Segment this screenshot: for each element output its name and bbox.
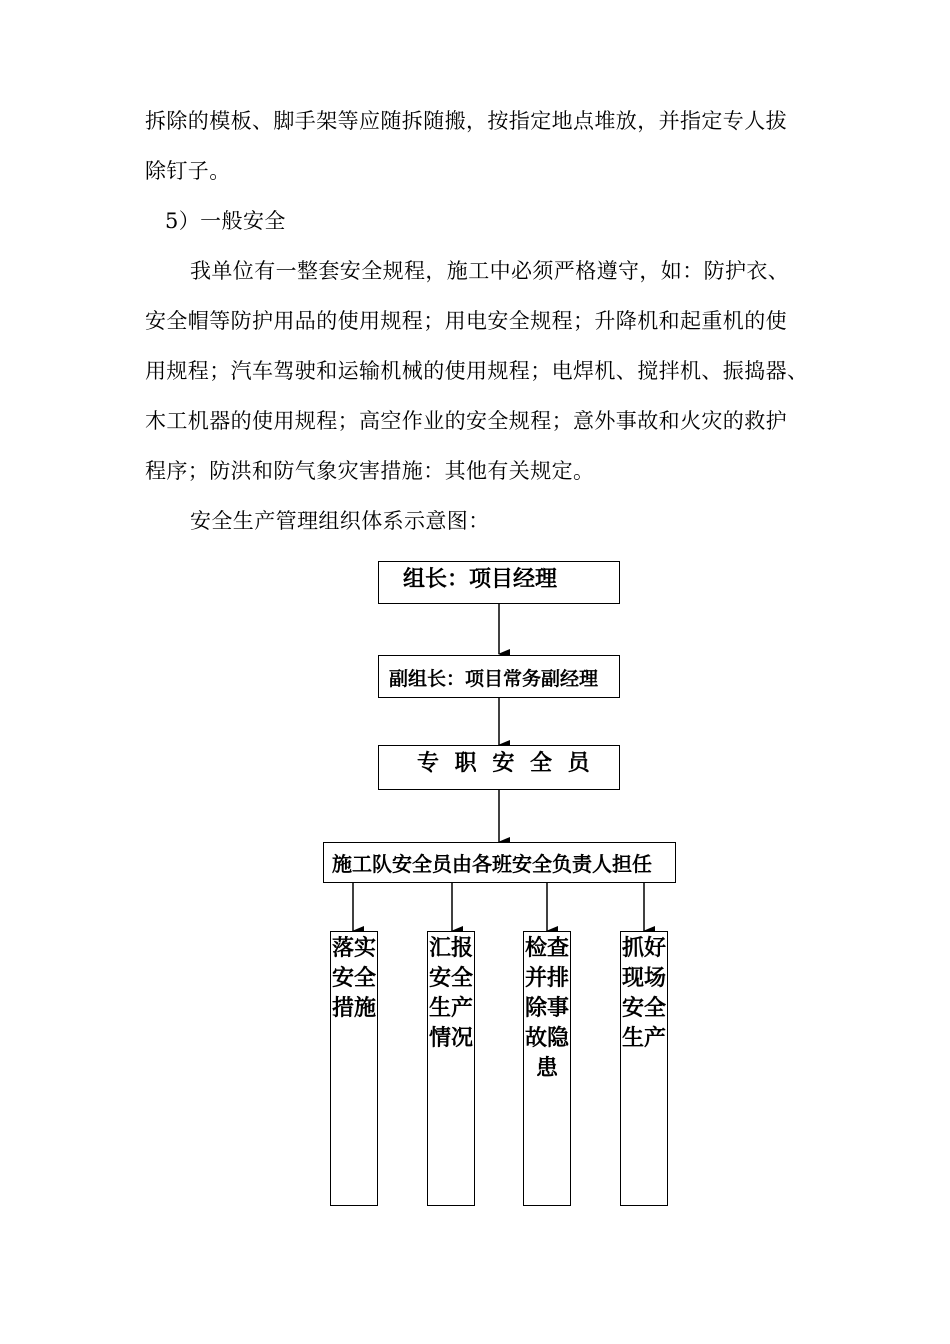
org-box-duty-2	[427, 931, 475, 1206]
org-box-duty-3-label: 检查并排除事故隐患	[524, 935, 569, 1081]
paragraph-line: 用规程；汽车驾驶和运输机械的使用规程；电焊机、搅拌机、振捣器、	[145, 359, 809, 383]
paragraph-line: 我单位有一整套安全规程，施工中必须严格遵守，如：防护衣、	[190, 259, 790, 283]
paragraph-line: 木工机器的使用规程；高空作业的安全规程；意外事故和火灾的救护	[145, 409, 787, 433]
paragraph-line: 拆除的模板、脚手架等应随拆随搬，按指定地点堆放，并指定专人拔	[145, 109, 787, 133]
org-box-deputy-label: 副组长：项目常务副经理	[389, 668, 599, 690]
section-heading: 5）一般安全	[165, 209, 286, 233]
org-box-duty-1-label: 落实安全措施	[331, 935, 376, 1021]
org-box-leader-label: 组长：项目经理	[403, 566, 558, 592]
org-box-duty-3	[523, 931, 571, 1206]
org-box-team-officers	[323, 842, 676, 883]
org-box-safety-officer-label: 专 职 安 全 员	[417, 750, 594, 776]
diagram-caption: 安全生产管理组织体系示意图：	[190, 509, 490, 533]
paragraph-line: 除钉子。	[145, 159, 231, 183]
org-box-duty-4-label: 抓好现场安全生产	[621, 935, 666, 1051]
org-box-duty-4	[620, 931, 668, 1206]
org-box-team-officers-label: 施工队安全员由各班安全负责人担任	[332, 852, 652, 876]
org-box-deputy	[378, 655, 620, 698]
org-box-safety-officer	[378, 745, 620, 790]
org-box-leader	[378, 561, 620, 604]
paragraph-line: 程序；防洪和防气象灾害措施：其他有关规定。	[145, 459, 595, 483]
org-box-duty-2-label: 汇报安全生产情况	[428, 935, 473, 1051]
org-box-duty-1	[330, 931, 378, 1206]
paragraph-line: 安全帽等防护用品的使用规程；用电安全规程；升降机和起重机的使	[145, 309, 787, 333]
